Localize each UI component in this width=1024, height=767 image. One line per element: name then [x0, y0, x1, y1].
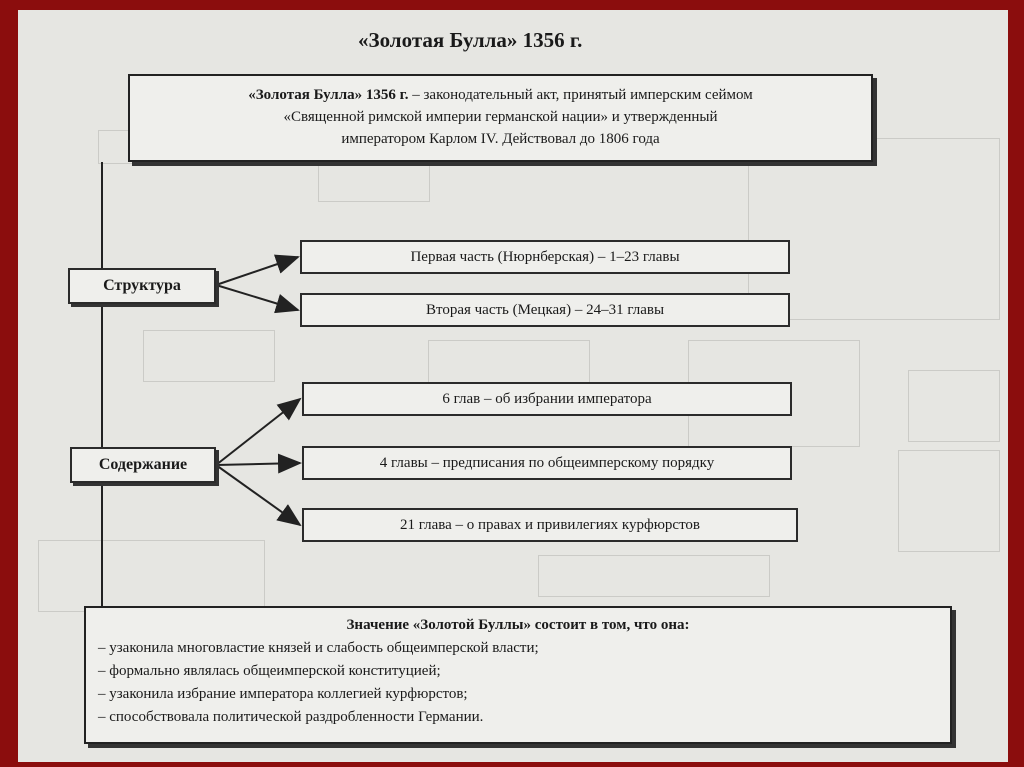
significance-box: [84, 606, 952, 744]
structure-item-1: [300, 240, 790, 274]
arrow-content-3: [216, 465, 300, 525]
arrow-content-2: [216, 463, 300, 465]
definition-term: «Золотая Булла» 1356 г.: [248, 87, 409, 103]
significance-title: Значение «Золотой Буллы» состоит в том, что она:: [346, 617, 690, 633]
page-title: «Золотая Булла» 1356 г.: [358, 28, 583, 52]
definition-line-1-rest: – законодательный акт, принятый имперским сеймом: [408, 87, 753, 103]
structure-item-1-text: Первая часть (Нюрнберская) – 1–23 главы: [410, 249, 680, 265]
definition-line-2: «Священной римской империи германской нации» и утвержденный: [283, 109, 718, 125]
significance-item-1: – узаконила многовластие князей и слабость общеимперской власти;: [98, 640, 539, 656]
arrow-structure-1: [216, 257, 298, 285]
content-item-2-text: 4 главы – предписания по общеимперскому порядку: [379, 455, 715, 471]
content-label-box: [70, 447, 216, 483]
content-item-3: [302, 508, 798, 542]
slide: [18, 10, 1008, 762]
content-label: Содержание: [98, 456, 188, 473]
significance-item-4: – способствовала политической раздробленности Германии.: [98, 709, 484, 725]
content-item-2: [302, 446, 792, 480]
structure-label-box: [68, 268, 216, 304]
significance-item-3: – узаконила избрание императора коллегией курфюрстов;: [98, 686, 468, 702]
content-item-3-text: 21 глава – о правах и привилегиях курфюрстов: [399, 517, 701, 533]
arrow-structure-2: [216, 285, 298, 310]
content-item-1: [302, 382, 792, 416]
structure-item-2: [300, 293, 790, 327]
structure-item-2-text: Вторая часть (Мецкая) – 24–31 главы: [425, 302, 665, 318]
content-item-1-text: 6 глав – об избрании императора: [442, 391, 652, 407]
arrow-content-1: [216, 399, 300, 465]
definition-line-3: императором Карлом IV. Действовал до 1806 года: [341, 131, 660, 147]
significance-item-2: – формально являлась общеимперской конституцией;: [98, 663, 441, 679]
structure-label: Структура: [103, 277, 181, 294]
